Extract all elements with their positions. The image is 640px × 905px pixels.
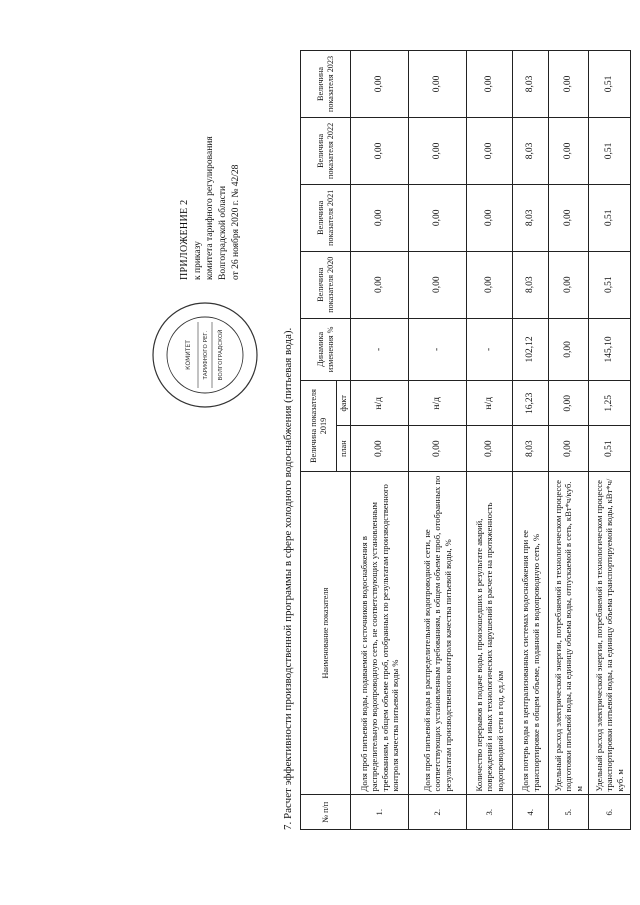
header-value-2019: Величина показателя 2019 xyxy=(301,381,337,472)
row-2023: 0,51 xyxy=(589,51,631,118)
row-2023: 0,00 xyxy=(549,51,589,118)
row-num: 5. xyxy=(549,795,589,830)
table-row xyxy=(513,51,549,830)
svg-text:ТАРИФНОГО РЕГ.: ТАРИФНОГО РЕГ. xyxy=(203,330,209,380)
row-num: 1. xyxy=(351,795,409,830)
row-plan: 0,00 xyxy=(549,426,589,471)
row-name: Количество перерывов в подаче воды, произошедших в результате аварий, повреждений и иных технологических нарушений в расчете на протяженность водопроводной сети в год, ед./км xyxy=(467,471,513,795)
row-dynamics: - xyxy=(409,318,467,381)
table-row xyxy=(549,51,589,830)
row-2023: 0,00 xyxy=(467,51,513,118)
table-row xyxy=(351,51,409,830)
row-2022: 0,51 xyxy=(589,117,631,184)
appendix-title: ПРИЛОЖЕНИЕ 2 xyxy=(179,199,190,280)
efficiency-table xyxy=(300,50,631,830)
row-plan: 0,51 xyxy=(589,426,631,471)
table-row xyxy=(409,51,467,830)
committee-line: комитета тарифного регулирования xyxy=(205,136,216,280)
row-2022: 0,00 xyxy=(351,117,409,184)
row-fact: 16,23 xyxy=(513,381,549,426)
row-2021: 0,00 xyxy=(549,184,589,251)
row-2021: 0,51 xyxy=(589,184,631,251)
row-plan: 0,00 xyxy=(467,426,513,471)
row-num: 2. xyxy=(409,795,467,830)
date-number-line: от 26 ноября 2020 г. № 42/28 xyxy=(230,164,241,280)
row-fact: н/д xyxy=(409,381,467,426)
header-fact: факт xyxy=(337,381,351,426)
row-2020: 8,03 xyxy=(513,251,549,318)
header-name: Наименование показателя xyxy=(301,471,351,795)
row-fact: 0,00 xyxy=(549,381,589,426)
row-fact: н/д xyxy=(351,381,409,426)
row-dynamics: 102,12 xyxy=(513,318,549,381)
to-order-line: к приказу xyxy=(192,241,203,280)
table-row xyxy=(467,51,513,830)
row-2021: 0,00 xyxy=(409,184,467,251)
row-2022: 0,00 xyxy=(467,117,513,184)
row-plan: 0,00 xyxy=(351,426,409,471)
header-value-2021: Величина показателя 2021 xyxy=(301,184,351,251)
header-num: № п/п xyxy=(301,795,351,830)
row-num: 4. xyxy=(513,795,549,830)
section-title: 7. Расчет эффективности производственной программы в сфере холодного водоснабжения (питьевая вода). xyxy=(282,327,294,830)
row-2020: 0,00 xyxy=(351,251,409,318)
header-dynamics: Динамика изменения % xyxy=(301,318,351,381)
region-line: Волгоградской области xyxy=(218,185,229,280)
appendix-header xyxy=(178,50,243,280)
header-value-2023: Величина показателя 2023 xyxy=(301,51,351,118)
row-2020: 0,00 xyxy=(409,251,467,318)
row-2022: 8,03 xyxy=(513,117,549,184)
row-2021: 0,00 xyxy=(467,184,513,251)
svg-text:КОМИТЕТ: КОМИТЕТ xyxy=(185,340,192,370)
svg-text:ВОЛГОГРАДСКОЙ: ВОЛГОГРАДСКОЙ xyxy=(218,329,224,381)
row-2020: 0,00 xyxy=(467,251,513,318)
row-2020: 0,00 xyxy=(549,251,589,318)
rotated-content xyxy=(150,50,625,850)
row-fact: н/д xyxy=(467,381,513,426)
row-2023: 8,03 xyxy=(513,51,549,118)
row-name: Доля потерь воды в централизованных системах водоснабжения при ее транспортировке в общем объеме, поданной в водопроводную сеть, % xyxy=(513,471,549,795)
row-name: Доля проб питьевой воды в распределительной водопроводной сети, не соответствующих установленным требованиям, в общем объеме проб, отобранных по результатам производственного контроля качества питьевой воды, % xyxy=(409,471,467,795)
row-2021: 0,00 xyxy=(351,184,409,251)
row-2020: 0,51 xyxy=(589,251,631,318)
row-2022: 0,00 xyxy=(549,117,589,184)
round-seal-stamp xyxy=(150,300,260,410)
row-plan: 8,03 xyxy=(513,426,549,471)
row-2022: 0,00 xyxy=(409,117,467,184)
row-num: 6. xyxy=(589,795,631,830)
header-plan: план xyxy=(337,426,351,471)
row-num: 3. xyxy=(467,795,513,830)
row-dynamics: 0,00 xyxy=(549,318,589,381)
row-dynamics: 145,10 xyxy=(589,318,631,381)
row-dynamics: - xyxy=(467,318,513,381)
row-fact: 1,25 xyxy=(589,381,631,426)
row-dynamics: - xyxy=(351,318,409,381)
header-value-2020: Величина показателя 2020 xyxy=(301,251,351,318)
row-2023: 0,00 xyxy=(409,51,467,118)
row-name: Удельный расход электрической энергии, потребляемой в технологическом процессе транспортировки питьевой воды, на единицу объема транспортируемой воды, кВт*ч/куб. м xyxy=(589,471,631,795)
table-row xyxy=(589,51,631,830)
header-value-2022: Величина показателя 2022 xyxy=(301,117,351,184)
row-2021: 8,03 xyxy=(513,184,549,251)
row-2023: 0,00 xyxy=(351,51,409,118)
row-name: Доля проб питьевой воды, подаваемой с источников водоснабжения в распределительную водопроводную сеть, не соответствующих установленным требованиям, в общем объеме проб, отобранных по результатам производственного контроля качества питьевой воды % xyxy=(351,471,409,795)
row-name: Удельный расход электрической энергии, потребляемой в технологическом процессе подготовки питьевой воды, на единицу объема воды, отпускаемой в сеть, кВт*ч/куб. м xyxy=(549,471,589,795)
row-plan: 0,00 xyxy=(409,426,467,471)
